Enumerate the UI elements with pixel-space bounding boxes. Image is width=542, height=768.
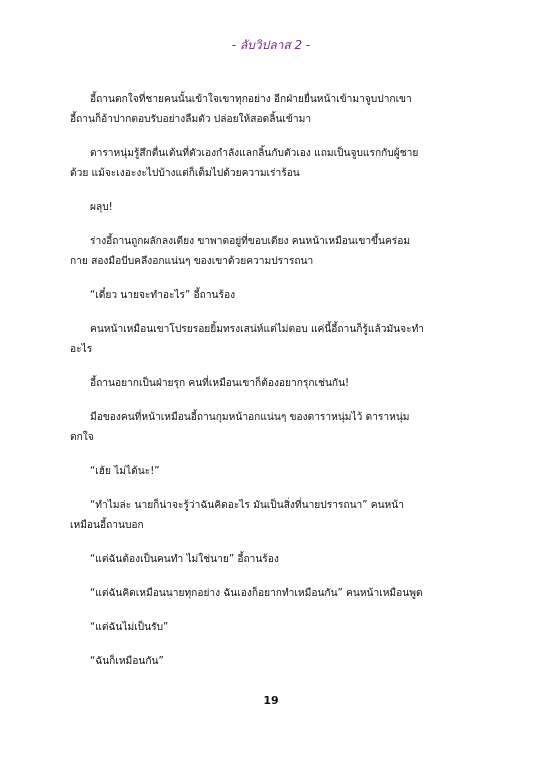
text-line: “เฮ้ย ไม่ได้นะ!” xyxy=(90,466,160,477)
paragraph xyxy=(70,198,480,218)
paragraph xyxy=(70,618,480,638)
text-line: ดาราหนุ่มรู้สึกตื่นเต้นที่ตัวเองกำลังแลกลิ้นกับตัวเอง แถมเป็นจูบแรกกับผู้ชาย xyxy=(90,148,419,159)
paragraph xyxy=(70,408,480,448)
page-header: - ลับวิปลาส 2 - xyxy=(231,38,311,52)
text-line: “ทำไมล่ะ นายก็น่าจะรู้ว่าฉันคิดอะไร มันเป็นสิ่งที่นายปรารถนา” คนหน้า xyxy=(90,500,404,511)
paragraph xyxy=(70,286,480,306)
paragraph xyxy=(70,584,480,604)
text-line: อี้ถานก็อ้าปากตอบรับอย่างลืมตัว ปล่อยให้สอดลิ้นเข้ามา xyxy=(70,114,312,125)
text-line: ร่างอี้ถานถูกผลักลงเตียง ขาพาดอยู่ที่ขอบเตียง คนหน้าเหมือนเขาขึ้นคร่อม xyxy=(90,236,411,247)
page-body xyxy=(70,90,480,686)
text-line: “เดี๋ยว นายจะทำอะไร” อี้ถานร้อง xyxy=(90,290,236,301)
paragraph xyxy=(70,550,480,570)
text-line: ตกใจ xyxy=(70,432,94,443)
text-line: ด้วย แม้จะเงอะงะไปบ้างแต่ก็เต็มไปด้วยความเร่าร้อน xyxy=(70,168,300,179)
text-line: “แต่ฉันต้องเป็นคนทำ ไม่ใช่นาย” อี้ถานร้อง xyxy=(90,554,279,565)
page-number: 19 xyxy=(263,694,279,707)
paragraph xyxy=(70,652,480,672)
paragraph xyxy=(70,232,480,272)
paragraph xyxy=(70,496,480,536)
text-line: “ฉันก็เหมือนกัน” xyxy=(90,656,164,667)
text-line: ผลุบ! xyxy=(90,202,113,213)
paragraph xyxy=(70,144,480,184)
text-line: มือของคนที่หน้าเหมือนอี้ถานกุมหน้าอกแน่นๆ ของดาราหนุ่มไว้ ดาราหนุ่ม xyxy=(90,412,410,423)
text-line: “แต่ฉันไม่เป็นรับ” xyxy=(90,622,169,633)
paragraph xyxy=(70,320,480,360)
paragraph xyxy=(70,90,480,130)
text-line: อี้ถานตกใจที่ชายคนนั้นเข้าใจเขาทุกอย่าง อีกฝ่ายยื่นหน้าเข้ามาจูบปากเขา xyxy=(90,94,412,105)
text-line: อะไร xyxy=(70,344,93,355)
paragraph xyxy=(70,374,480,394)
paragraph xyxy=(70,462,480,482)
text-line: คนหน้าเหมือนเขาโปรยรอยยิ้มทรงเสน่ห์แต่ไม่ตอบ แค่นี้อี้ถานก็รู้แล้วมันจะทำ xyxy=(90,324,425,335)
text-line: อี้ถานอยากเป็นฝ่ายรุก คนที่เหมือนเขาก็ต้องอยากรุกเช่นกัน! xyxy=(90,378,350,389)
text-line: เหมือนอี้ถานบอก xyxy=(70,520,144,531)
text-line: “แต่ฉันคิดเหมือนนายทุกอย่าง ฉันเองก็อยากทำเหมือนกัน” คนหน้าเหมือนพูด xyxy=(90,588,423,599)
text-line: กาย สองมือบีบคลึงอกแน่นๆ ของเขาด้วยความปรารถนา xyxy=(70,256,314,267)
